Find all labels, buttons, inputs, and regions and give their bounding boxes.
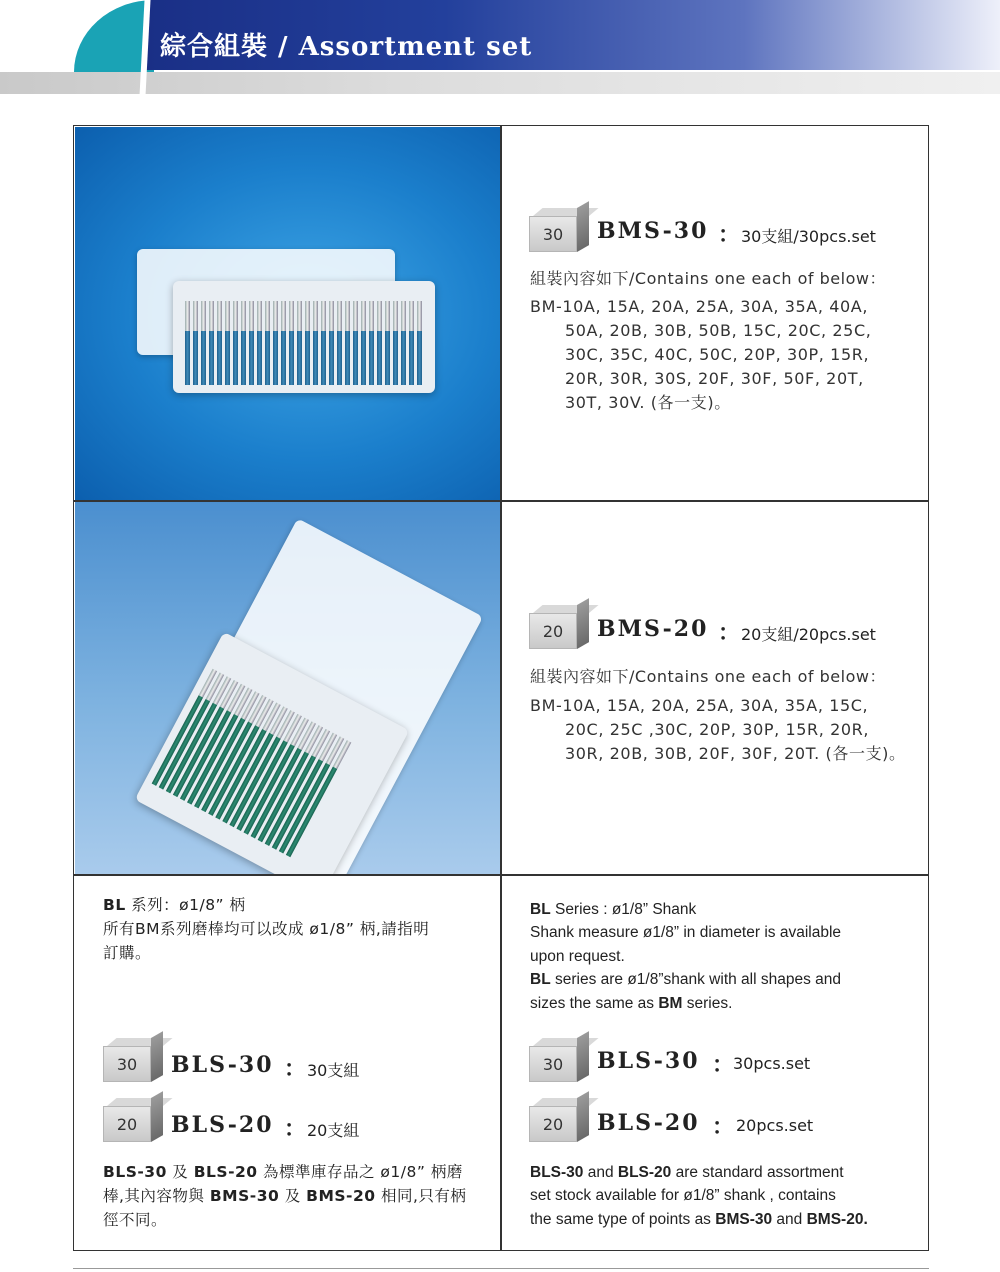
drill-bit bbox=[377, 301, 382, 385]
bls-30-model-en: BLS-30 bbox=[597, 1048, 700, 1074]
bls-30-count: 30支組 bbox=[307, 1061, 360, 1080]
bls-20-colon: ： bbox=[284, 1117, 307, 1142]
bms-30-item-line: BM-10A, 15A, 20A, 25A, 30A, 35A, 40A, bbox=[530, 297, 869, 316]
drill-bit bbox=[337, 301, 342, 385]
drill-bit bbox=[273, 301, 278, 385]
bl-desc-en-line: sizes the same as BM series. bbox=[530, 995, 733, 1012]
bls-30-badge-en: 30 bbox=[529, 1038, 591, 1084]
bl-series-zh: BL 系列：ø1/8” 柄 bbox=[103, 896, 246, 914]
drill-bit bbox=[289, 301, 294, 385]
drill-bit bbox=[313, 301, 318, 385]
drill-bit bbox=[385, 301, 390, 385]
bl-desc-en-line: upon request. bbox=[530, 948, 625, 965]
drill-bit bbox=[257, 301, 262, 385]
bls-20-model-en: BLS-20 bbox=[597, 1110, 700, 1136]
drill-bit bbox=[217, 301, 222, 385]
bls-30-model: BLS-30 bbox=[171, 1052, 274, 1078]
bms-30-item-line: 50A, 20B, 30B, 50B, 15C, 20C, 25C, bbox=[565, 321, 872, 340]
bls-note-zh-line: BLS-30 及 BLS-20 為標準庫存品之 ø1/8” 柄磨 bbox=[103, 1163, 463, 1181]
drill-bit bbox=[209, 301, 214, 385]
bls-30-colon: ： bbox=[284, 1057, 307, 1082]
bms-30-model: BMS-30 bbox=[597, 218, 709, 244]
drill-bit bbox=[265, 301, 270, 385]
bms-30-badge: 30 bbox=[529, 208, 591, 254]
drill-bit bbox=[201, 301, 206, 385]
drill-bit bbox=[305, 301, 310, 385]
drill-bit bbox=[361, 301, 366, 385]
bms-20-item-line: 30R, 20B, 30B, 20F, 30F, 20T. (各一支)。 bbox=[565, 744, 906, 763]
table-row-divider-2 bbox=[73, 874, 929, 876]
bms-30-count: 30支組/30pcs.set bbox=[741, 227, 876, 246]
drill-bit bbox=[345, 301, 350, 385]
bls-note-en-line: BLS-30 and BLS-20 are standard assortment bbox=[530, 1164, 844, 1181]
bls-20-colon-en: ： bbox=[712, 1115, 735, 1140]
bms-30-item-line: 30T, 30V. (各一支)。 bbox=[565, 393, 731, 412]
bl-desc-en-line: BL series are ø1/8”shank with all shapes and bbox=[530, 971, 842, 988]
bl-desc-zh-line: 所有BM系列磨棒均可以改成 ø1/8” 柄,請指明 bbox=[103, 920, 430, 938]
bls-note-en-line: the same type of points as BMS-30 and BMS-20. bbox=[530, 1211, 868, 1228]
bls-30-badge: 30 bbox=[103, 1038, 165, 1084]
bms-20-item-line: 20C, 25C ,30C, 20P, 30P, 15R, 20R, bbox=[565, 720, 870, 739]
drill-bit bbox=[401, 301, 406, 385]
bms-20-model: BMS-20 bbox=[597, 616, 709, 642]
bls-20-model: BLS-20 bbox=[171, 1112, 274, 1138]
bls-note-zh-line: 徑不同。 bbox=[103, 1211, 168, 1229]
drill-bit bbox=[321, 301, 326, 385]
drill-bit bbox=[329, 301, 334, 385]
drill-bit bbox=[241, 301, 246, 385]
drill-bit bbox=[353, 301, 358, 385]
bl-desc-zh-line: 訂購。 bbox=[103, 944, 152, 962]
drill-bit bbox=[393, 301, 398, 385]
bms-30-item-line: 20R, 30R, 30S, 20F, 30F, 50F, 20T, bbox=[565, 369, 864, 388]
bms-30-item-line: 30C, 35C, 40C, 50C, 20P, 30P, 15R, bbox=[565, 345, 870, 364]
bit-row bbox=[185, 301, 422, 385]
drill-bit bbox=[297, 301, 302, 385]
bls-20-count-en: 20pcs.set bbox=[736, 1116, 814, 1135]
drill-bit bbox=[249, 301, 254, 385]
bl-desc-en-line: Shank measure ø1/8” in diameter is available bbox=[530, 924, 842, 941]
bms-20-product-photo bbox=[75, 502, 501, 874]
bottom-rule bbox=[73, 1268, 929, 1269]
bls-20-count: 20支組 bbox=[307, 1121, 360, 1140]
bls-20-badge-en: 20 bbox=[529, 1098, 591, 1144]
bls-20-badge: 20 bbox=[103, 1098, 165, 1144]
bms-20-colon: ： bbox=[718, 621, 741, 646]
drill-bit bbox=[193, 301, 198, 385]
drill-bit bbox=[281, 301, 286, 385]
page-title: 綜合組裝 / Assortment set bbox=[160, 32, 533, 62]
drill-bit bbox=[225, 301, 230, 385]
bls-30-count-en: 30pcs.set bbox=[733, 1054, 811, 1073]
bms-20-count: 20支組/20pcs.set bbox=[741, 625, 876, 644]
drill-bit bbox=[417, 301, 422, 385]
drill-bit bbox=[233, 301, 238, 385]
bms-30-colon: ： bbox=[718, 223, 741, 248]
bls-note-zh-line: 棒,其內容物與 BMS-30 及 BMS-20 相同,只有柄 bbox=[103, 1187, 467, 1205]
drill-bit bbox=[369, 301, 374, 385]
table-column-divider bbox=[500, 125, 502, 1251]
bls-note-en-line: set stock available for ø1/8” shank , contains bbox=[530, 1187, 836, 1204]
bms-20-item-line: BM-10A, 15A, 20A, 25A, 30A, 35A, 15C, bbox=[530, 696, 869, 715]
drill-bit bbox=[185, 301, 190, 385]
bms-20-contains: 組裝內容如下/Contains one each of below： bbox=[530, 667, 886, 686]
bls-30-colon-en: ： bbox=[712, 1053, 735, 1078]
bms-20-badge: 20 bbox=[529, 605, 591, 651]
bms-30-contains: 組裝內容如下/Contains one each of below： bbox=[530, 269, 886, 288]
drill-bit bbox=[409, 301, 414, 385]
bl-series-en: BL Series : ø1/8” Shank bbox=[530, 901, 697, 918]
header-gray-band bbox=[0, 72, 1000, 94]
bms-30-product-photo bbox=[75, 127, 501, 501]
